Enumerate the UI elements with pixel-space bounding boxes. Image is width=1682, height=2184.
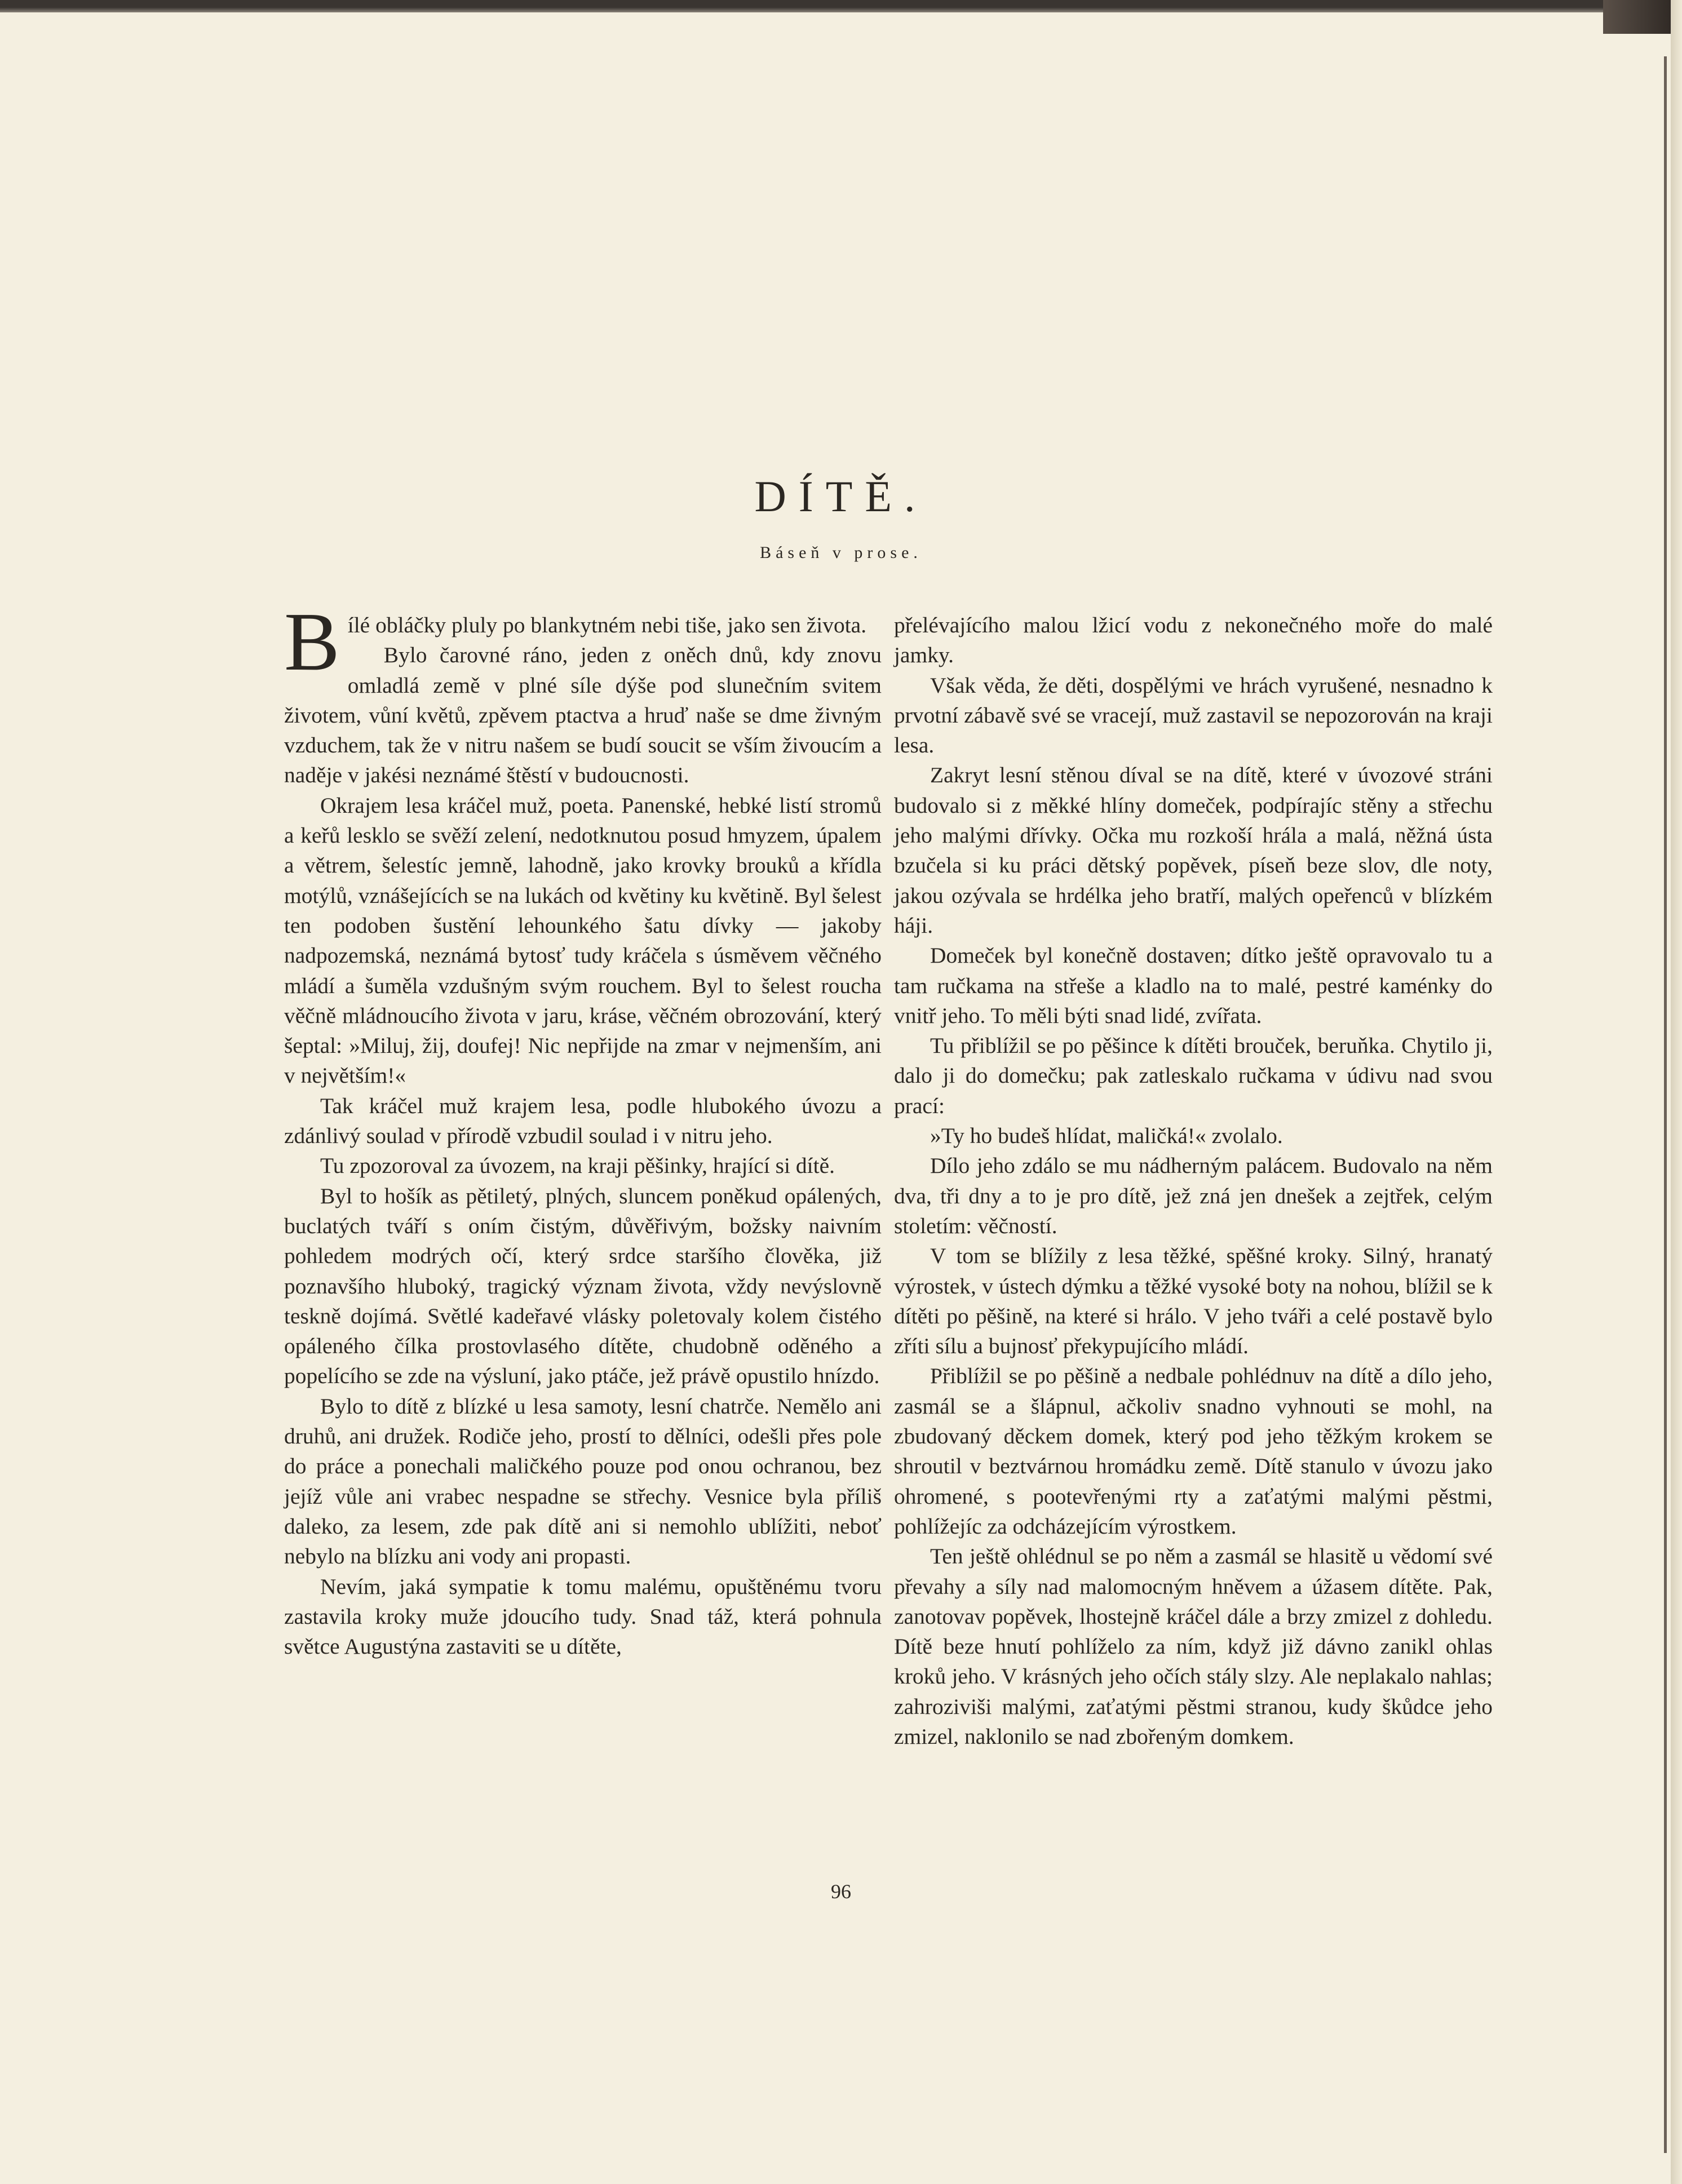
paragraph: Však věda, že děti, dospělými ve hrách vyrušené, nesnadno k prvotní zábavě své se vracejí, muž zastavil se nepozorován na kraji lesa. <box>894 672 1493 758</box>
binding-rule <box>1664 56 1667 2153</box>
paragraph: Okrajem lesa kráčel muž, poeta. Panenské, hebké listí stromů a keřů lesklo se svěží zelení, nedotknutou posud hmyzem, úpalem a větrem, šelestíc jemně, lahodně, jako krovky brouků a křídla motýlů, vznášejících se na lukách od květiny ku květině. Byl šelest ten podoben šustění lehounkého šatu dívky — jakoby nadpozemská, neznámá bytosť tudy kráčela s úsměvem věčného mládí a šuměla vzdušným svým rouchem. Byl to šelest roucha věčně mládnoucího života v jaru, kráse, věčném obrozování, který šeptal: »Miluj, žij, doufej! Nic nepřijde na zmar v nejmenším, ani v největším!« <box>284 792 882 1088</box>
paragraph: »Ty ho budeš hlídat, maličká!« zvolalo. <box>930 1123 1283 1149</box>
paragraph: Domeček byl konečně dostaven; dítko ještě opravovalo tu a tam ručkama na střeše a kladlo na to malé, pestré kaménky do vnitř jeho. To měli býti snad lidé, zvířata. <box>894 943 1493 1028</box>
paragraph: Ten ještě ohlédnul se po něm a zasmál se hlasitě u vědomí své převahy a síly nad malomocným hněvem a úžasem dítěte. Pak, zanotovav popěvek, lhostejně kráčel dále a brzy zmizel z dohledu. Dítě beze hnutí pohlíželo za ním, když již dávno zanikl ohlas kroků jeho. V krásných jeho očích stály slzy. Ale neplakalo nahlas; zahroziviši malými, zaťatými pěstmi stranou, kudy škůdce jeho zmizel, naklonilo se nad zbořeným domkem. <box>894 1544 1493 1749</box>
paragraph <box>284 596 882 688</box>
paragraph: V tom se blížily z lesa těžké, spěšné kroky. Silný, hranatý výrostek, v ústech dýmku a těžké vysoké boty na nohou, blížil se k dítěti po pěšině, na které si hrálo. V jeho tváři a celé postavě bylo zříti sílu a bujnosť překypujícího mládí. <box>894 1243 1493 1359</box>
page-subtitle: Báseň v prose. <box>760 543 922 562</box>
paragraph-text: ílé obláčky pluly po blankytném nebi tiše, jako sen života. <box>347 613 867 637</box>
paragraph: Zakryt lesní stěnou díval se na dítě, které v úvozové stráni budovalo si z měkké hlíny domeček, podpírajíc stěny a střechu jeho malými dřívky. Očka mu rozkoší hrála a malá, něžná ústa bzučela si ku práci dětský popěvek, píseň beze slov, dle noty, jakou ozývala se hrdélka jeho bratří, malých opeřenců v blízkém háji. <box>894 763 1493 938</box>
drop-cap: B <box>284 596 340 688</box>
paragraph: Nevím, jaká sympatie k tomu malému, opuštěnému tvoru zastavila kroky muže jdoucího tudy. Snad táž, která pohnula světce Augustýna zastaviti se u dítěte, <box>284 1574 882 1659</box>
paragraph: Bylo čarovné ráno, jeden z oněch dnů, kdy znovu omladlá země v plné síle dýše pod slunečním svitem životem, vůní květů, zpěvem ptactva a hruď naše se dme živným vzduchem, tak že v nitru našem se budí soucit se vším živoucím a naděje v jakési neznámé štěstí v budoucnosti. <box>284 643 882 788</box>
right-column <box>894 610 1493 1752</box>
paragraph: Dílo jeho zdálo se mu nádherným palácem. Budovalo na něm dva, tři dny a to je pro dítě, jež zná jen dnešek a zejtřek, celým stoletím: věčností. <box>894 1153 1493 1238</box>
paragraph: Bylo to dítě z blízké u lesa samoty, lesní chatrče. Nemělo ani druhů, ani družek. Rodiče jeho, prostí to dělníci, odešli přes pole do práce a ponechali maličkého pouze pod onou ochranou, bez jejíž vůle ani vrabec nespadne se střechy. Vesnice byla příliš daleko, za lesem, zde pak dítě ani si nemohlo ublížiti, neboť nebylo na blízku ani vody ani propasti. <box>284 1393 882 1569</box>
paragraph: Byl to hošík as pětiletý, plných, sluncem poněkud opálených, buclatých tváří s oním čistým, důvěřivým, božsky naivním pohledem modrých očí, který srdce staršího člověka, již poznavšího hluboký, tragický význam života, vždy nevýslovně teskně dojímá. Světlé kadeřavé vlásky poletovaly kolem čistého opáleného čílka prostovlasého dítěte, chudobně oděného a popelícího se zde na výsluní, jako ptáče, jež právě opustilo hnízdo. <box>284 1183 882 1389</box>
paragraph: Přiblížil se po pěšině a nedbale pohlédnuv na dítě a dílo jeho, zasmál se a šlápnul, ačkoliv snadno vyhnouti se mohl, na zbudovaný děckem domek, který pod jeho těžkým krokem se shroutil v beztvárnou hromádku země. Dítě stanulo v úvozu jako ohromené, s pootevřenými rty a zaťatými malými pěstmi, pohlížejíc za odcházejícím výrostkem. <box>894 1363 1493 1539</box>
paragraph: Tak kráčel muž krajem lesa, podle hlubokého úvozu a zdánlivý soulad v přírodě vzbudil soulad i v nitru jeho. <box>284 1093 882 1149</box>
left-column <box>284 596 882 1662</box>
page-right-edge <box>1671 0 1682 2184</box>
page-top-edge <box>0 0 1682 12</box>
paragraph: Tu zpozoroval za úvozem, na kraji pěšinky, hrající si dítě. <box>320 1153 835 1179</box>
page-title: DÍTĚ. <box>754 472 928 521</box>
paragraph: přelévajícího malou lžicí vodu z nekonečného moře do malé jamky. <box>894 613 1493 668</box>
page-corner-shadow <box>1603 0 1682 34</box>
paragraph: Tu přiblížil se po pěšince k dítěti brouček, beruňka. Chytilo ji, dalo ji do domečku; pak zatleskalo ručkama v údivu nad svou prací: <box>894 1033 1493 1118</box>
page-number: 96 <box>831 1880 851 1903</box>
